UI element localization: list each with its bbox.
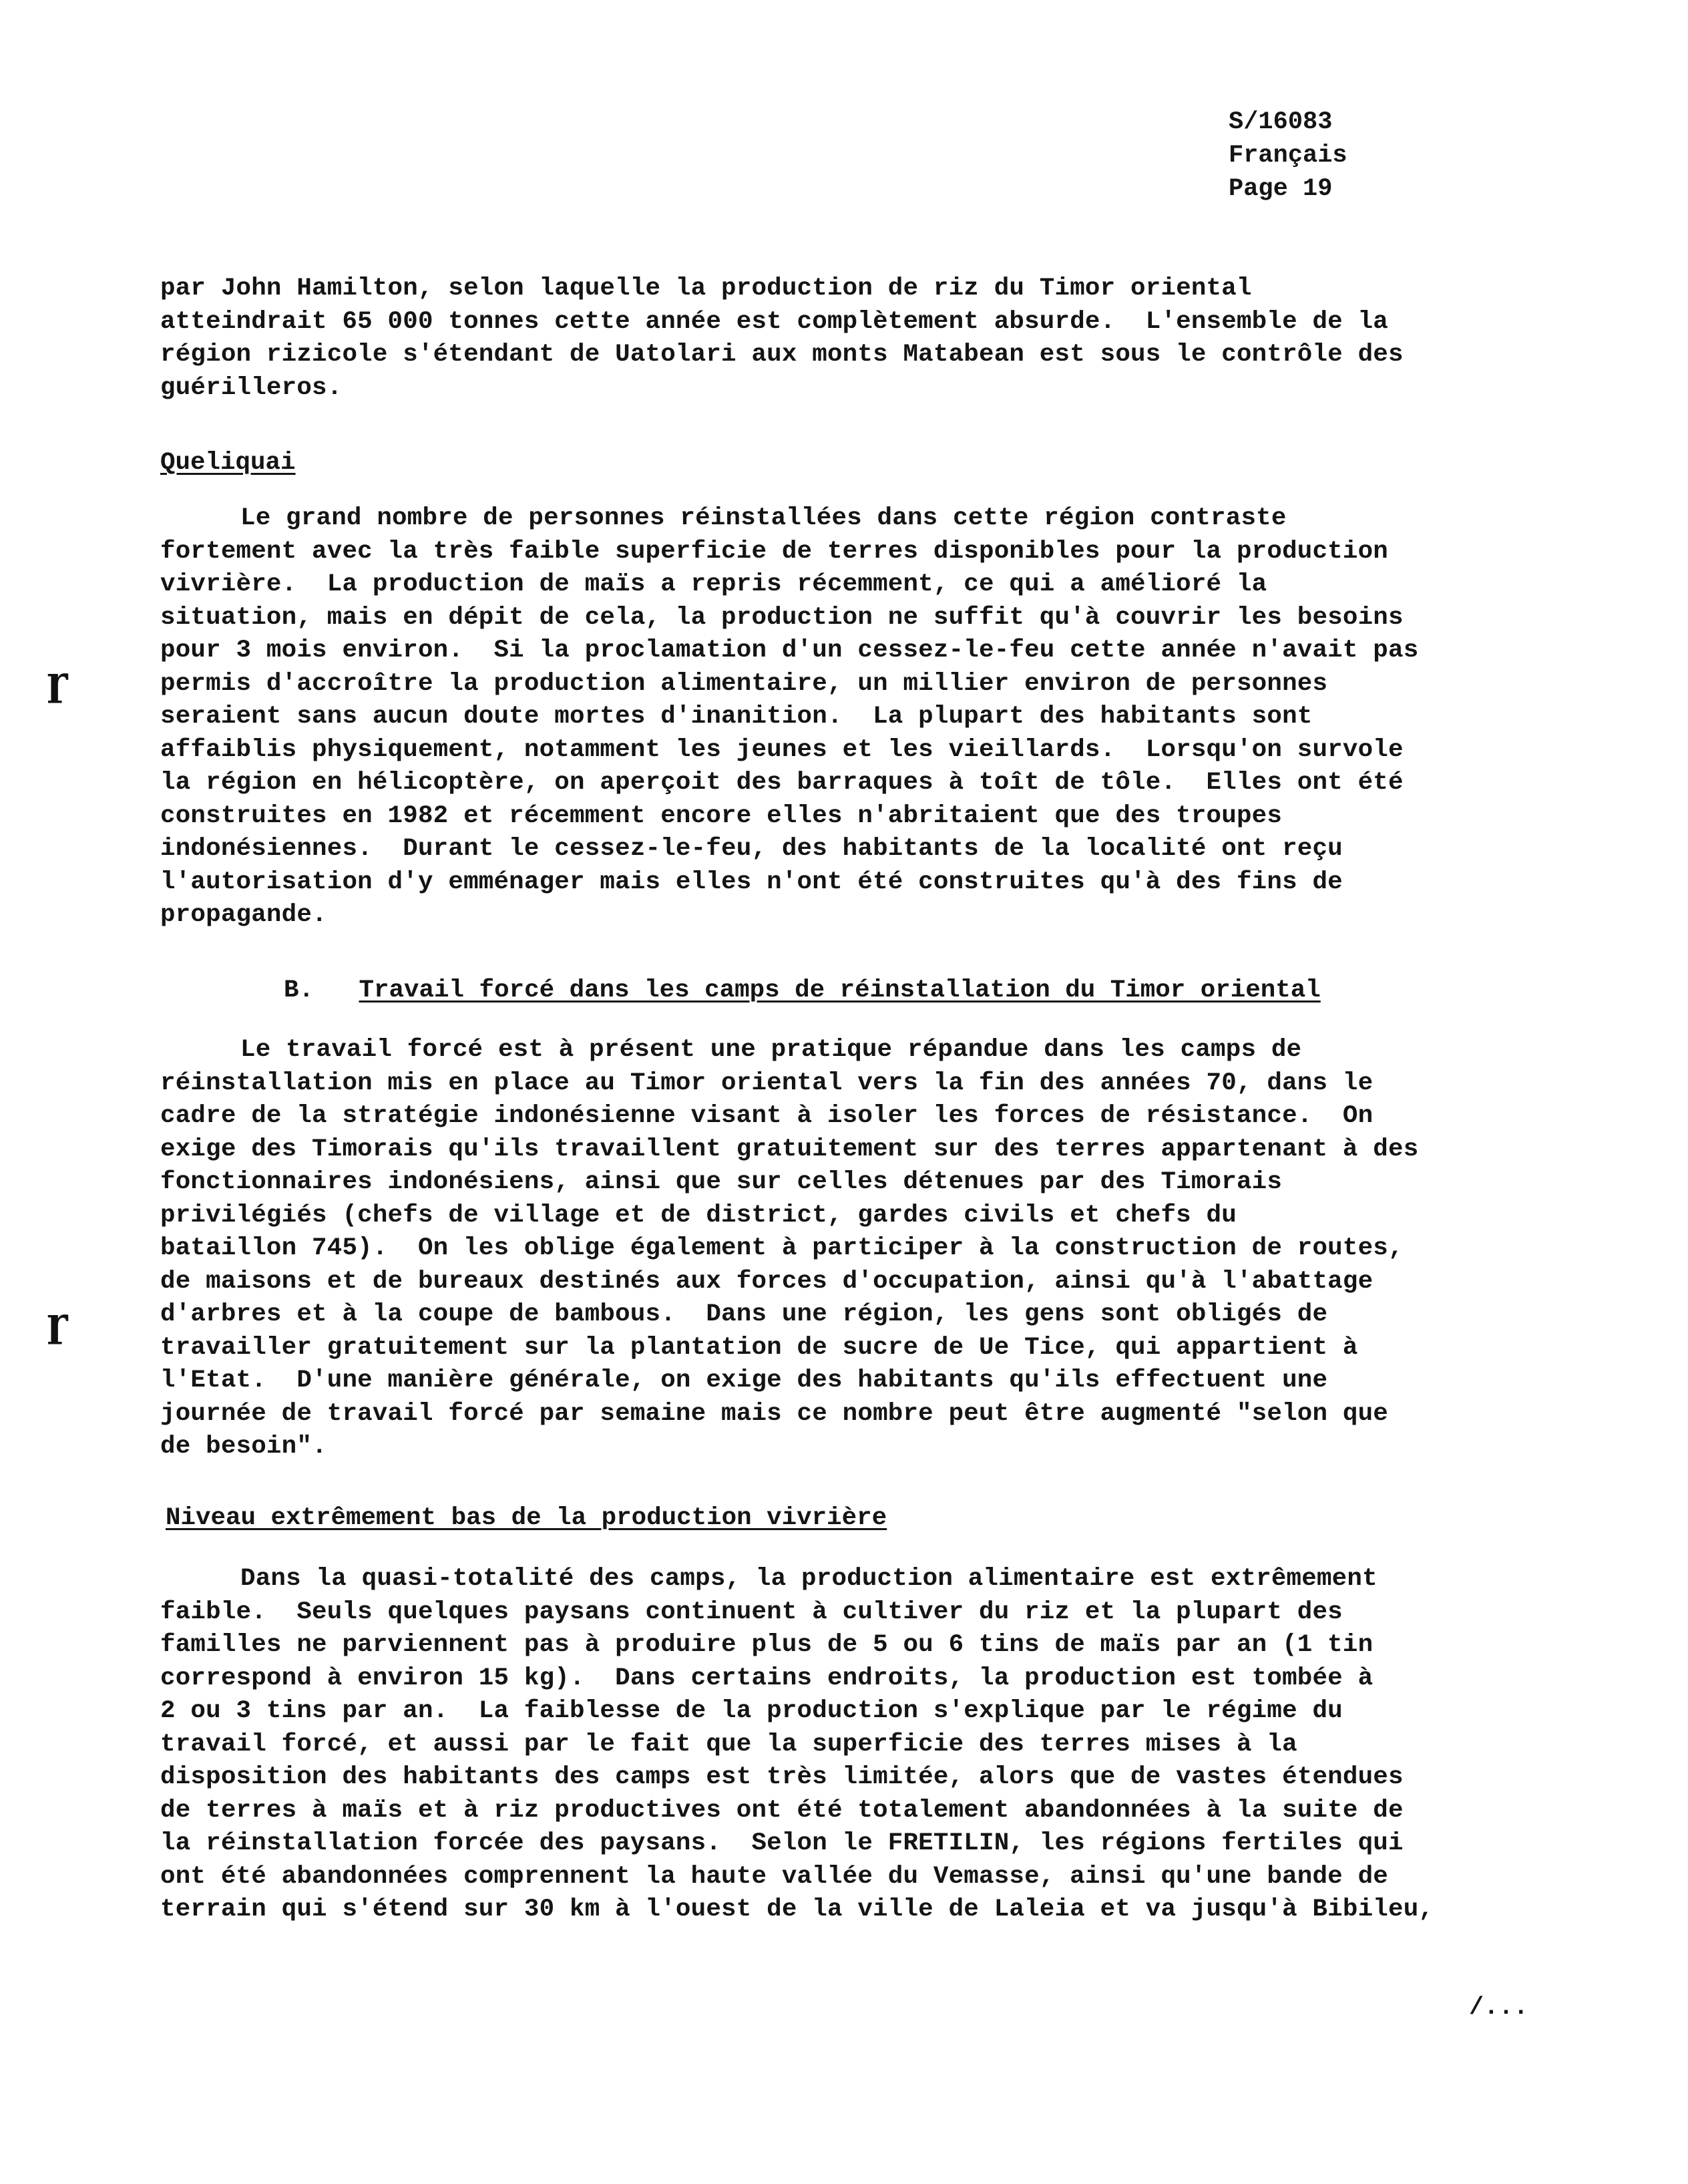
paragraph-line: de terres à maïs et à riz productives ont été totalement abandonnées à la suite de	[160, 1796, 1404, 1825]
niveau-production-paragraph	[160, 1563, 1529, 1927]
paragraph-line: région rizicole s'étendant de Uatolari aux monts Matabean est sous le contrôle des	[160, 341, 1404, 369]
paragraph-line: pour 3 mois environ. Si la proclamation d'un cessez-le-feu cette année n'avait pas	[160, 636, 1419, 665]
paragraph-line: journée de travail forcé par semaine mais ce nombre peut être augmenté "selon que	[160, 1399, 1388, 1428]
continuation-mark: /...	[1469, 1994, 1528, 2022]
paragraph-line: indonésiennes. Durant le cessez-le-feu, des habitants de la localité ont reçu	[160, 835, 1343, 863]
document-symbol: S/16083	[1229, 108, 1333, 136]
paragraph-line: atteindrait 65 000 tonnes cette année est complètement absurde. L'ensemble de la	[160, 307, 1388, 336]
paragraph-line: situation, mais en dépit de cela, la production ne suffit qu'à couvrir les besoins	[160, 603, 1404, 632]
paragraph-line: de maisons et de bureaux destinés aux forces d'occupation, ainsi qu'à l'abattage	[160, 1267, 1374, 1296]
section-b-title: Travail forcé dans les camps de réinstallation du Timor oriental	[359, 976, 1321, 1005]
paragraph-line: 2 ou 3 tins par an. La faiblesse de la production s'explique par le régime du	[160, 1697, 1343, 1725]
paragraph-line: guérilleros.	[160, 373, 343, 402]
paragraph-line: seraient sans aucun doute mortes d'inanition. La plupart des habitants sont	[160, 703, 1313, 731]
paragraph-line: affaiblis physiquement, notamment les jeunes et les vieillards. Lorsqu'on survole	[160, 735, 1404, 764]
paragraph-line: la réinstallation forcée des paysans. Selon le FRETILIN, les régions fertiles qui	[160, 1829, 1404, 1857]
paragraph-line: travail forcé, et aussi par le fait que la superficie des terres mises à la	[160, 1730, 1297, 1759]
paragraph-line: de besoin".	[160, 1433, 327, 1461]
paragraph-line: familles ne parviennent pas à produire plus de 5 ou 6 tins de maïs par an (1 tin	[160, 1631, 1374, 1659]
paragraph-line: construites en 1982 et récemment encore elles n'abritaient que des troupes	[160, 801, 1283, 830]
page-number: Page 19	[1229, 175, 1333, 203]
travail-force-paragraph	[160, 1034, 1529, 1464]
document-language: Français	[1229, 142, 1347, 170]
margin-mark: ɼ	[47, 1299, 68, 1346]
paragraph-line: Dans la quasi-totalité des camps, la production alimentaire est extrêmement	[240, 1565, 1378, 1593]
paragraph-line: réinstallation mis en place au Timor oriental vers la fin des années 70, dans le	[160, 1069, 1374, 1097]
margin-mark: ɼ	[47, 658, 68, 705]
paragraph-line: permis d'accroître la production alimentaire, un millier environ de personnes	[160, 669, 1328, 698]
paragraph-line: propagande.	[160, 901, 327, 929]
section-b-heading	[284, 974, 1321, 1007]
paragraph-line: la région en hélicoptère, on aperçoit des barraques à toît de tôle. Elles ont été	[160, 769, 1404, 797]
paragraph-line: travailler gratuitement sur la plantation de sucre de Ue Tice, qui appartient à	[160, 1333, 1358, 1362]
paragraph-line: cadre de la stratégie indonésienne visant à isoler les forces de résistance. On	[160, 1102, 1374, 1130]
section-b-letter: B.	[284, 976, 314, 1005]
paragraph-line: Le travail forcé est à présent une pratique répandue dans les camps de	[240, 1036, 1302, 1064]
paragraph-line: l'autorisation d'y emménager mais elles n'ont été construites qu'à des fins de	[160, 868, 1343, 896]
paragraph-line: exige des Timorais qu'ils travaillent gratuitement sur des terres appartenant à des	[160, 1135, 1419, 1163]
paragraph-line: d'arbres et à la coupe de bambous. Dans une région, les gens sont obligés de	[160, 1300, 1328, 1328]
heading-queliquai: Queliquai	[160, 449, 296, 477]
paragraph-line: correspond à environ 15 kg). Dans certains endroits, la production est tombée à	[160, 1664, 1374, 1692]
intro-paragraph	[160, 272, 1529, 405]
paragraph-line: vivrière. La production de maïs a repris récemment, ce qui a amélioré la	[160, 570, 1267, 598]
paragraph-line: Le grand nombre de personnes réinstallées dans cette région contraste	[240, 504, 1287, 532]
document-header	[1229, 106, 1347, 206]
paragraph-line: ont été abandonnées comprennent la haute vallée du Vemasse, ainsi qu'une bande de	[160, 1862, 1388, 1891]
paragraph-line: fortement avec la très faible superficie de terres disponibles pour la production	[160, 537, 1388, 566]
paragraph-line: disposition des habitants des camps est très limitée, alors que de vastes étendues	[160, 1763, 1404, 1791]
queliquai-paragraph	[160, 502, 1529, 932]
paragraph-line: privilégiés (chefs de village et de district, gardes civils et chefs du	[160, 1201, 1237, 1230]
paragraph-line: fonctionnaires indonésiens, ainsi que sur celles détenues par des Timorais	[160, 1168, 1283, 1196]
paragraph-line: l'Etat. D'une manière générale, on exige des habitants qu'ils effectuent une	[160, 1367, 1328, 1395]
paragraph-line: terrain qui s'étend sur 30 km à l'ouest de la ville de Laleia et va jusqu'à Bibileu,	[160, 1895, 1434, 1924]
paragraph-line: faible. Seuls quelques paysans continuent à cultiver du riz et la plupart des	[160, 1598, 1343, 1626]
paragraph-line: par John Hamilton, selon laquelle la production de riz du Timor oriental	[160, 275, 1252, 303]
paragraph-line: bataillon 745). On les oblige également à participer à la construction de routes,	[160, 1234, 1404, 1262]
heading-niveau-production: Niveau extrêmement bas de la production vivrière	[166, 1504, 887, 1532]
